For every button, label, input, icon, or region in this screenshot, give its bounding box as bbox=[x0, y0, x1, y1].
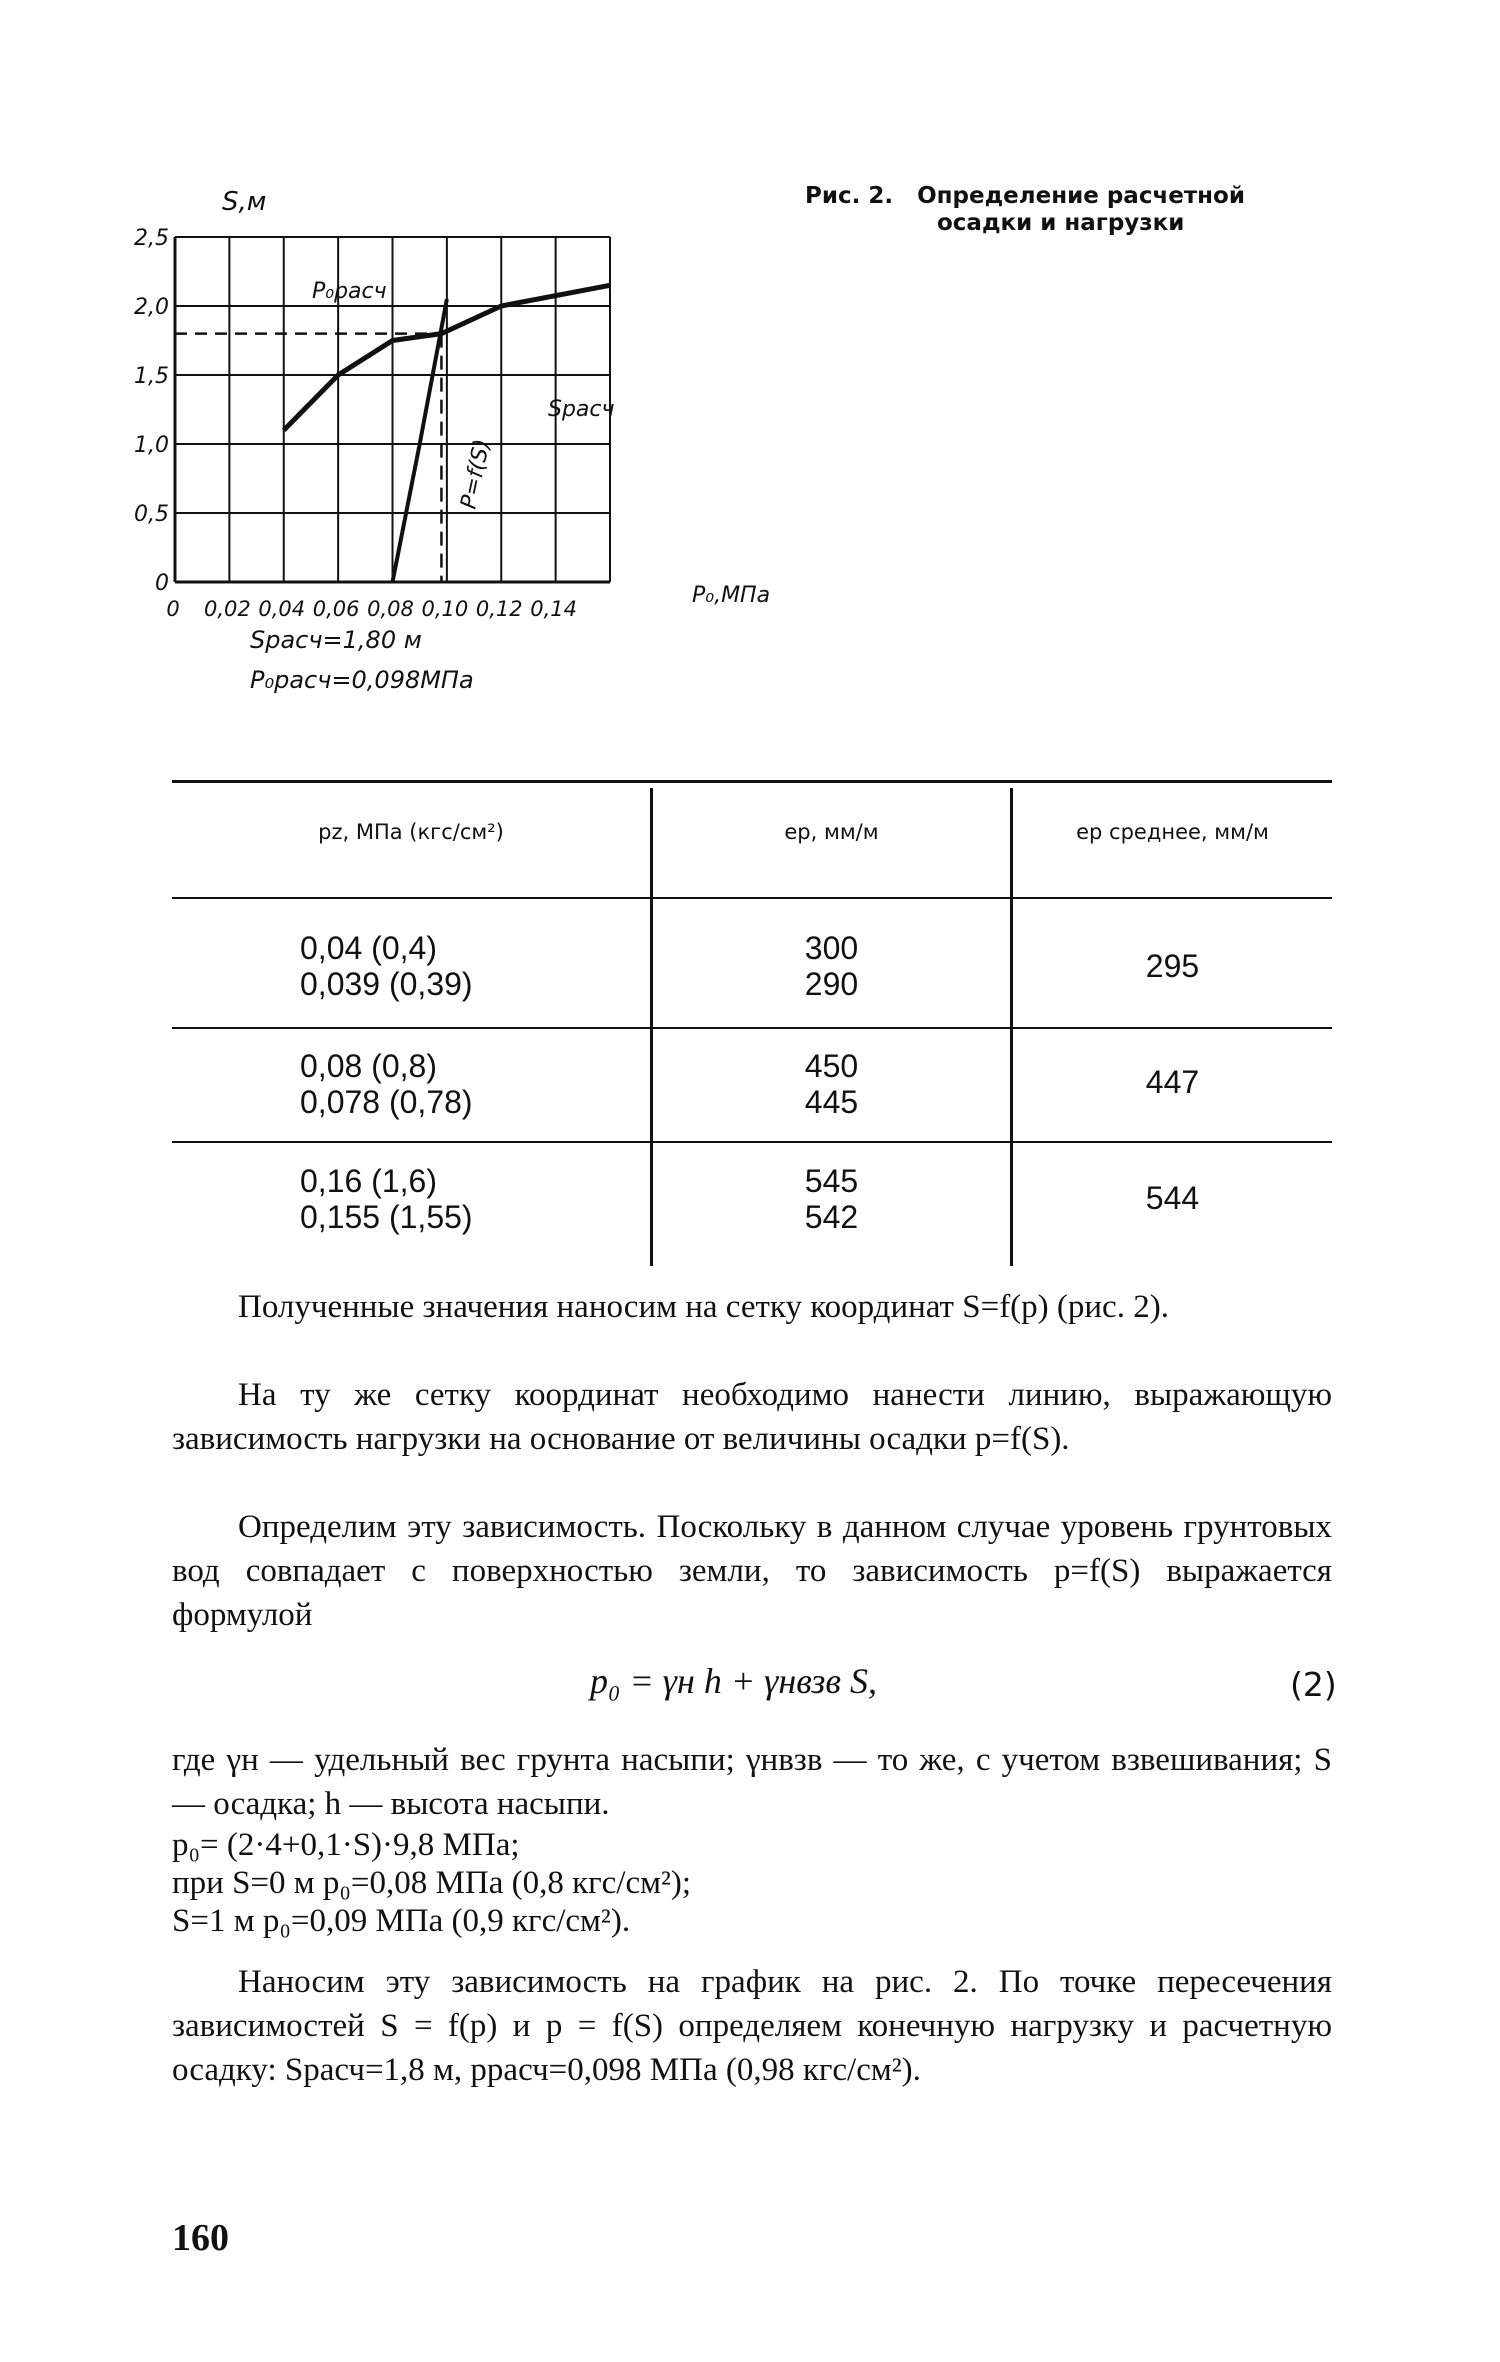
x-tick-label: 0,14 bbox=[530, 597, 578, 621]
formula-number: (2) bbox=[1290, 1665, 1337, 1704]
calc-line: p₀= (2·4+0,1·S)·9,8 МПа; bbox=[172, 1827, 520, 1863]
y-tick-label: 0,5 bbox=[134, 502, 169, 527]
table-row-rule bbox=[172, 1027, 1332, 1029]
x-tick-label: 0,06 bbox=[312, 597, 360, 621]
caption-line-1: Определение расчетной bbox=[917, 183, 1245, 209]
x-tick-label: 0,04 bbox=[258, 597, 306, 621]
p0-calc-label: P₀расч bbox=[312, 279, 387, 304]
caption-number: Рис. 2. bbox=[805, 183, 894, 209]
table-cell: 300 290 bbox=[804, 930, 859, 1002]
table-cell: 544 bbox=[1145, 1180, 1200, 1216]
caption-line-2: осадки и нагрузки bbox=[937, 210, 1185, 236]
chart-grid bbox=[175, 237, 610, 582]
table-cell: 447 bbox=[1145, 1064, 1200, 1100]
x-tick-label: 0,08 bbox=[367, 597, 414, 621]
y-tick-label: 2,0 bbox=[134, 295, 169, 320]
s-calc-result: Sрасч=1,80 м bbox=[250, 626, 422, 654]
header-strain-avg: ep среднее, мм/м bbox=[1076, 820, 1269, 844]
y-tick-label: 2,5 bbox=[134, 226, 169, 251]
y-tick-labels bbox=[134, 226, 169, 596]
s-calc-label: Sрасч bbox=[548, 397, 615, 422]
table-cell: 545 542 bbox=[804, 1163, 859, 1235]
calc-line: при S=0 м p₀=0,08 МПа (0,8 кгс/см²); bbox=[172, 1865, 692, 1901]
settlement-load-chart bbox=[134, 170, 771, 730]
figure-caption bbox=[805, 183, 1345, 237]
paragraph: На ту же сетку координат необходимо нанести линию, выражающую зависимость нагрузки на основание от величины осадки p=f(S). bbox=[172, 1377, 1332, 1457]
table-top-rule bbox=[172, 780, 1332, 783]
table-header-rule bbox=[172, 897, 1332, 899]
pf-line-label: P=f(S) bbox=[456, 437, 496, 512]
formula: p₀ = γн h + γнвзв S, bbox=[590, 1661, 878, 1701]
y-tick-label: 1,5 bbox=[134, 364, 169, 389]
paragraph: Определим эту зависимость. Поскольку в данном случае уровень грунтовых вод совпадает с поверхностью земли, то зависимость p=f(S) выражается формулой bbox=[172, 1509, 1332, 1633]
p-calc-result: P₀расч=0,098МПа bbox=[250, 666, 474, 694]
x-tick-label: 0,10 bbox=[421, 597, 469, 621]
x-tick-label: 0,12 bbox=[475, 597, 523, 621]
table-cell: 450 445 bbox=[804, 1048, 859, 1120]
data-table bbox=[172, 780, 1332, 1275]
paragraph: Полученные значения наносим на сетку координат S=f(p) (рис. 2). bbox=[238, 1289, 1169, 1325]
paragraph: Наносим эту зависимость на график на рис. 2. По точке пересечения зависимостей S = f(p) и p = f(S) определяем конечную нагрузку и расчетную осадку: Sрасч=1,8 м, pрасч=0,098 МПа (0,98 кгс/см²). bbox=[172, 1964, 1332, 2088]
page-number: 160 bbox=[172, 2217, 229, 2259]
y-axis-label: S,м bbox=[222, 187, 267, 217]
x-tick-labels bbox=[166, 597, 577, 621]
x-axis-label: P₀,МПа bbox=[692, 583, 771, 608]
table-row-rule bbox=[172, 1141, 1332, 1143]
y-tick-label: 1,0 bbox=[134, 433, 169, 458]
table-cell: 0,08 (0,8) 0,078 (0,78) bbox=[300, 1048, 473, 1120]
x-tick-label: 0 bbox=[166, 597, 180, 621]
header-strain: ep, мм/м bbox=[784, 820, 879, 844]
y-tick-label: 0 bbox=[155, 571, 169, 596]
paragraph: где γн — удельный вес грунта насыпи; γнвзв — то же, с учетом взвешивания; S — осадка; h — высота насыпи. bbox=[172, 1742, 1332, 1822]
table-cell: 0,16 (1,6) 0,155 (1,55) bbox=[300, 1163, 473, 1235]
table-cell: 0,04 (0,4) 0,039 (0,39) bbox=[300, 930, 473, 1002]
table-cell: 295 bbox=[1145, 948, 1200, 984]
header-pressure: pz, МПа (кгс/см²) bbox=[318, 820, 504, 844]
calc-line: S=1 м p₀=0,09 МПа (0,9 кгс/см²). bbox=[172, 1903, 631, 1939]
x-tick-label: 0,02 bbox=[203, 597, 251, 621]
